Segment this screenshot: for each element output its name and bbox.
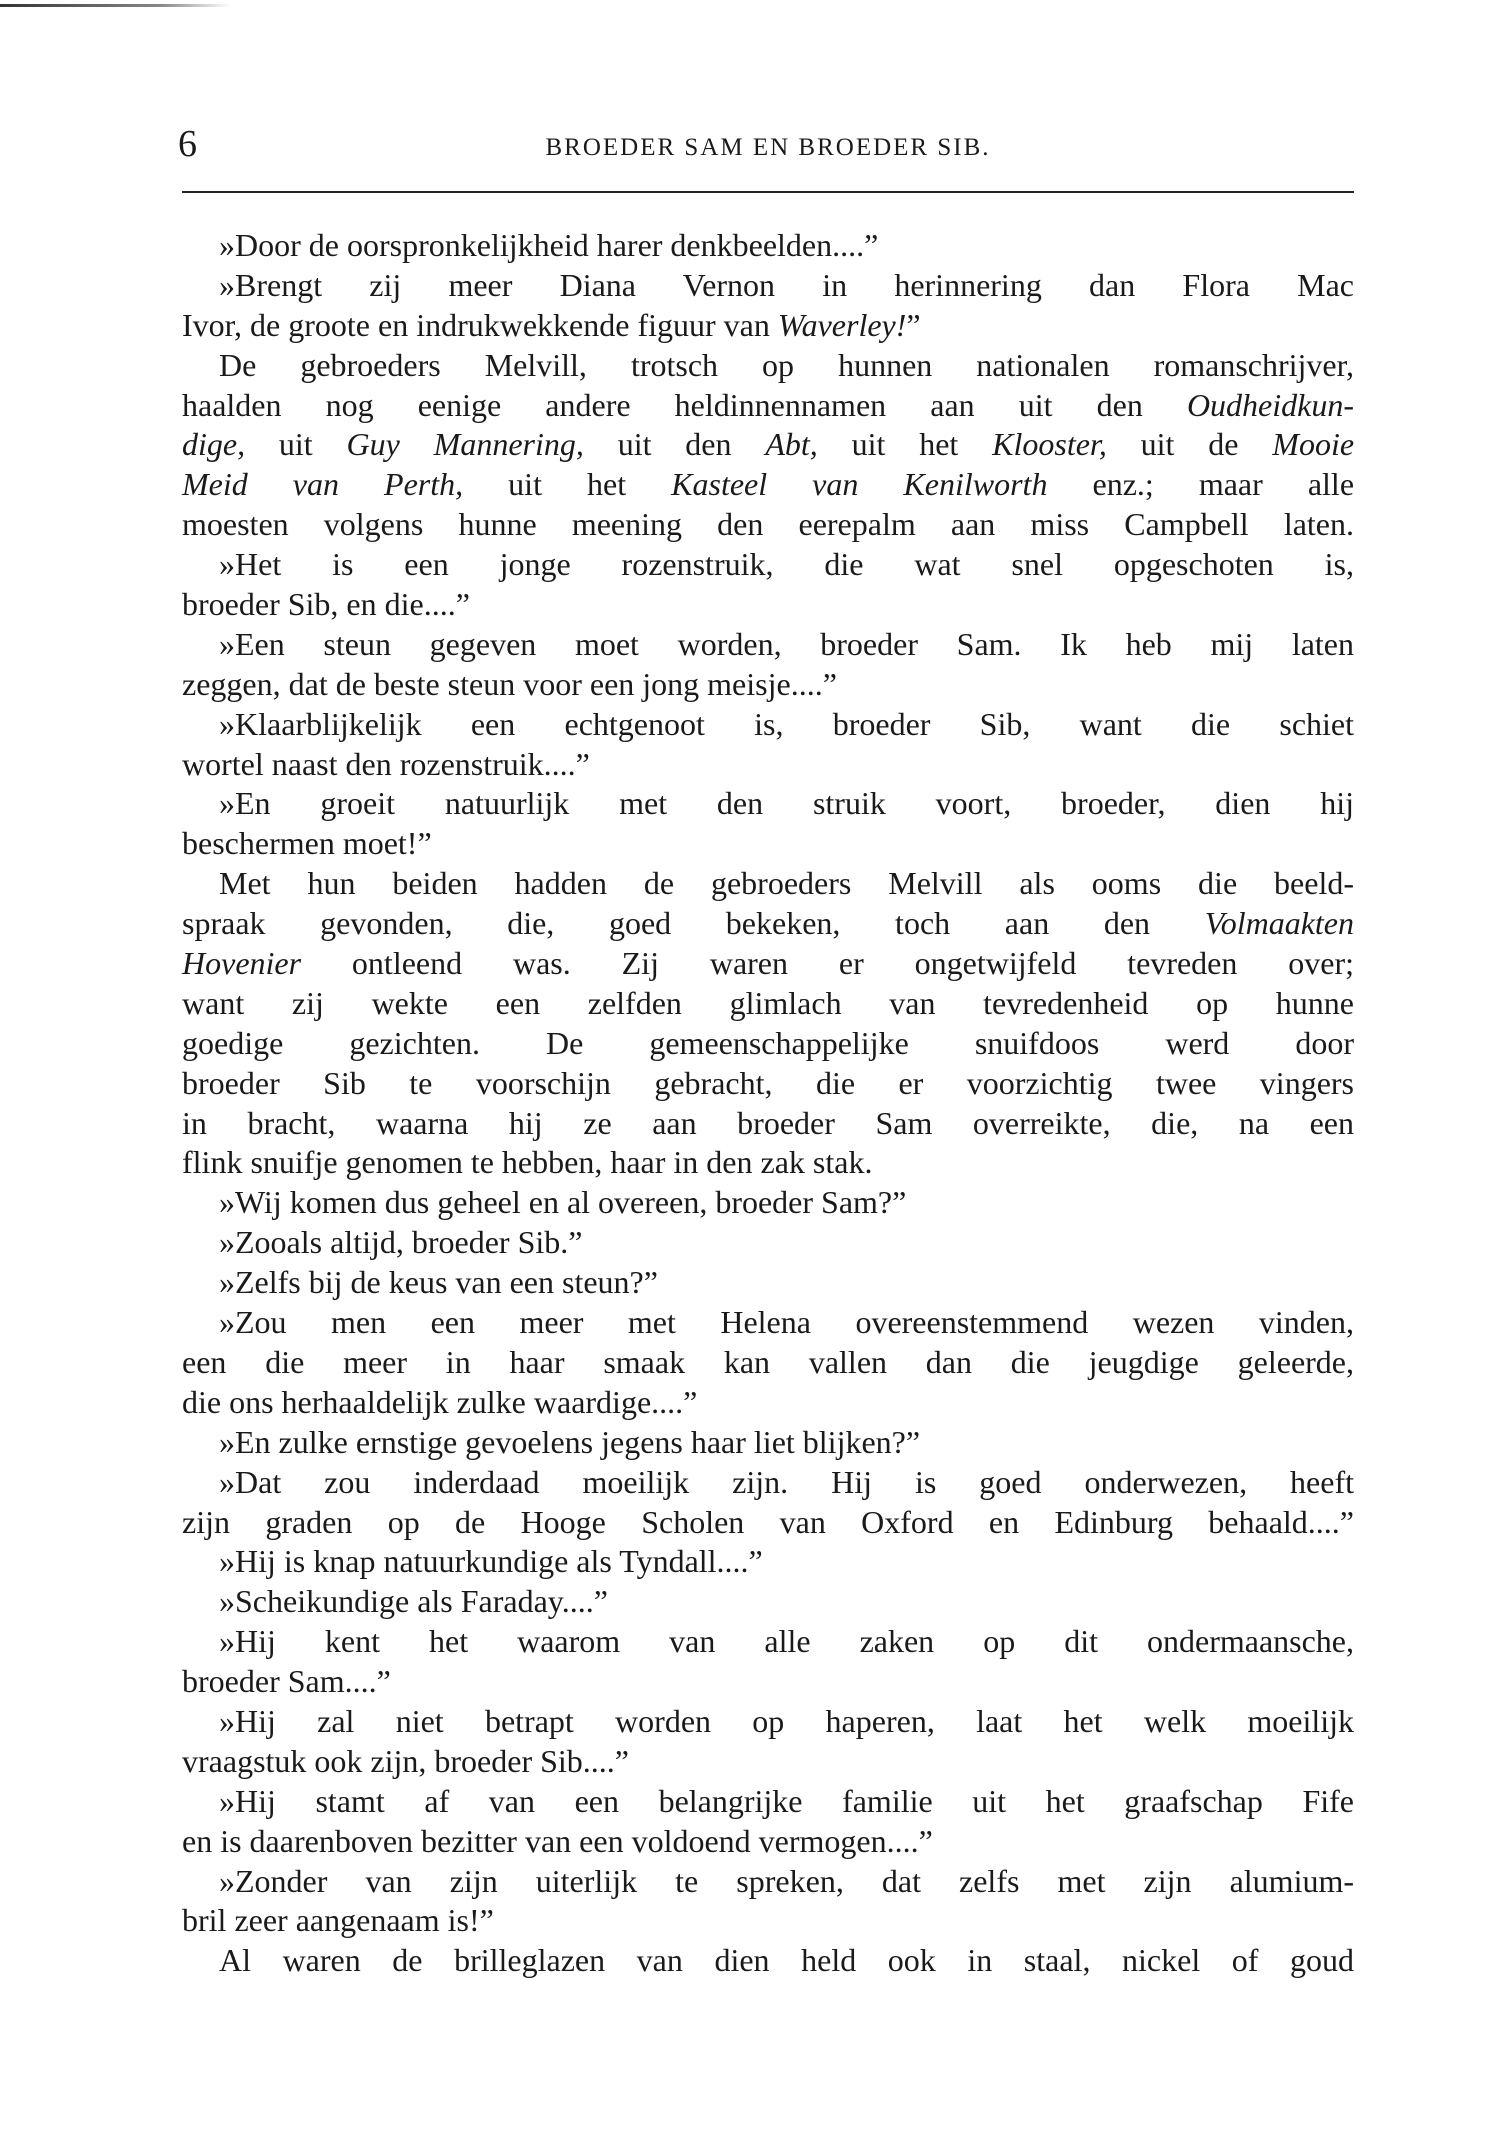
text-segment: ”: [906, 306, 921, 343]
text-segment: goedige gezichten. De gemeenschappelijke snuifdoos werd door: [182, 1024, 1354, 1061]
text-line: [182, 1064, 1354, 1104]
text-segment: »Hij is knap natuurkundige als Tyndall....”: [219, 1543, 763, 1580]
text-segment: spraak gevonden, die, goed bekeken, toch aan den: [182, 905, 1205, 942]
text-line: [182, 944, 1354, 984]
page-number: 6: [178, 123, 197, 165]
text-line: [182, 545, 1354, 585]
header-rule: [182, 191, 1354, 193]
text-line: [182, 505, 1354, 545]
text-segment: uit het: [463, 466, 672, 503]
text-line: [182, 1024, 1354, 1064]
italic-title-text: Abt,: [765, 426, 818, 463]
italic-title-text: Oudheidkun-: [1186, 386, 1354, 423]
text-line: [182, 1104, 1354, 1144]
text-segment: »Een steun gegeven moet worden, broeder Sam. Ik heb mij laten: [219, 625, 1354, 662]
text-line: [182, 306, 1354, 346]
text-line: [182, 1343, 1354, 1383]
text-segment: broeder Sam....”: [182, 1663, 391, 1700]
text-segment: Met hun beiden hadden de gebroeders Melvill als ooms die beeld-: [219, 865, 1354, 902]
text-segment: »Hij stamt af van een belangrijke familie uit het graafschap Fife: [219, 1782, 1354, 1819]
text-line: [182, 824, 1354, 864]
text-segment: en is daarenboven bezitter van een voldoend vermogen....”: [182, 1822, 933, 1859]
text-line: [182, 1503, 1354, 1543]
text-segment: die ons herhaaldelijk zulke waardige....”: [182, 1383, 698, 1420]
italic-title-text: Hovenier: [182, 945, 302, 982]
text-segment: beschermen moet!”: [182, 825, 432, 862]
text-segment: broeder Sib, en die....”: [182, 586, 470, 623]
text-segment: zijn graden op de Hooge Scholen van Oxford en Edinburg behaald....”: [182, 1503, 1354, 1540]
text-segment: »En zulke ernstige gevoelens jegens haar liet blijken?”: [219, 1423, 921, 1460]
text-segment: »Dat zou inderdaad moeilijk zijn. Hij is goed onderwezen, heeft: [219, 1463, 1354, 1500]
text-segment: »Hij kent het waarom van alle zaken op dit ondermaansche,: [219, 1623, 1354, 1660]
text-segment: in bracht, waarna hij ze aan broeder Sam overreikte, die, na een: [182, 1104, 1354, 1141]
text-line: [182, 1582, 1354, 1622]
text-line: [182, 346, 1354, 386]
page-body-text: [182, 226, 1354, 1981]
text-line: [182, 1263, 1354, 1303]
text-segment: »Door de oorspronkelijkheid harer denkbeelden....”: [219, 227, 879, 263]
text-line: [182, 1463, 1354, 1503]
text-segment: De gebroeders Melvill, trotsch op hunnen nationalen romanschrijver,: [219, 346, 1354, 383]
text-line: [182, 585, 1354, 625]
text-segment: uit: [245, 426, 347, 463]
text-line: [182, 1303, 1354, 1343]
text-line: [182, 1183, 1354, 1223]
text-line: [182, 625, 1354, 665]
text-segment: »En groeit natuurlijk met den struik voort, broeder, dien hij: [219, 785, 1354, 822]
text-segment: moesten volgens hunne meening den eerepalm aan miss Campbell laten.: [182, 506, 1354, 543]
text-line: [182, 1423, 1354, 1463]
text-line: [182, 1822, 1354, 1862]
text-line: [182, 984, 1354, 1024]
italic-title-text: Volmaakten: [1204, 905, 1354, 942]
text-line: [182, 1862, 1354, 1902]
text-segment: ontleend was. Zij waren er ongetwijfeld tevreden over;: [301, 945, 1354, 982]
italic-title-text: Guy Mannering,: [346, 426, 584, 463]
text-segment: want zij wekte een zelfden glimlach van tevredenheid op hunne: [182, 984, 1354, 1021]
text-segment: zeggen, dat de beste steun voor een jong meisje....”: [182, 665, 837, 702]
text-line: [182, 425, 1354, 465]
text-segment: »Klaarblijkelijk een echtgenoot is, broeder Sib, want die schiet: [219, 705, 1354, 742]
text-line: [182, 1901, 1354, 1941]
italic-title-text: Kasteel van Kenilworth: [671, 466, 1048, 503]
text-line: [182, 1662, 1354, 1702]
text-line: [182, 864, 1354, 904]
text-segment: flink snuifje genomen te hebben, haar in den zak stak.: [182, 1144, 873, 1181]
text-segment: »Hij zal niet betrapt worden op haperen, laat het welk moeilijk: [219, 1702, 1354, 1739]
text-segment: vraagstuk ook zijn, broeder Sib....”: [182, 1742, 629, 1779]
text-line: [182, 1622, 1354, 1662]
text-line: [182, 386, 1354, 426]
text-segment: broeder Sib te voorschijn gebracht, die er voorzichtig twee vingers: [182, 1064, 1354, 1101]
text-segment: »Brengt zij meer Diana Vernon in herinnering dan Flora Mac: [219, 266, 1354, 303]
text-segment: »Zonder van zijn uiterlijk te spreken, dat zelfs met zijn alumium-: [219, 1862, 1354, 1899]
text-line: [182, 784, 1354, 824]
text-line: [182, 1223, 1354, 1263]
text-segment: »Zelfs bij de keus van een steun?”: [219, 1264, 658, 1301]
running-title: BROEDER SAM EN BROEDER SIB.: [545, 134, 991, 161]
text-segment: uit de: [1106, 426, 1273, 463]
scan-edge-mark: [0, 4, 230, 7]
italic-title-text: dige,: [182, 426, 246, 463]
text-line: [182, 705, 1354, 745]
text-line: [182, 1941, 1354, 1981]
text-segment: »Zooals altijd, broeder Sib.”: [219, 1224, 583, 1261]
text-segment: een die meer in haar smaak kan vallen dan die jeugdige geleerde,: [182, 1343, 1354, 1380]
italic-title-text: Waverley!: [777, 306, 907, 343]
italic-title-text: Mooie: [1272, 426, 1355, 463]
text-line: [182, 1542, 1354, 1582]
text-line: [182, 665, 1354, 705]
italic-title-text: Klooster,: [992, 426, 1107, 463]
text-line: [182, 745, 1354, 785]
text-segment: uit den: [583, 426, 766, 463]
text-segment: »Scheikundige als Faraday....”: [219, 1583, 608, 1620]
text-segment: »Het is een jonge rozenstruik, die wat snel opgeschoten is,: [219, 546, 1354, 583]
italic-title-text: Meid van Perth,: [182, 466, 464, 503]
text-line: [182, 904, 1354, 944]
text-line: [182, 465, 1354, 505]
text-segment: »Wij komen dus geheel en al overeen, broeder Sam?”: [219, 1184, 907, 1221]
text-segment: Al waren de brilleglazen van dien held ook in staal, nickel of goud: [219, 1942, 1354, 1979]
text-line: [182, 1702, 1354, 1742]
text-line: [182, 226, 1354, 266]
text-line: [182, 1742, 1354, 1782]
text-line: [182, 1782, 1354, 1822]
text-segment: bril zeer aangenaam is!”: [182, 1902, 494, 1939]
text-line: [182, 1383, 1354, 1423]
text-line: [182, 1143, 1354, 1183]
text-line: [182, 266, 1354, 306]
text-segment: haalden nog eenige andere heldinnennamen aan uit den: [182, 386, 1187, 423]
text-segment: wortel naast den rozenstruik....”: [182, 745, 590, 782]
text-segment: uit het: [817, 426, 993, 463]
text-segment: enz.; maar alle: [1047, 466, 1355, 503]
text-segment: »Zou men een meer met Helena overeenstemmend wezen vinden,: [219, 1304, 1354, 1341]
text-segment: Ivor, de groote en indrukwekkende figuur van: [182, 306, 778, 343]
